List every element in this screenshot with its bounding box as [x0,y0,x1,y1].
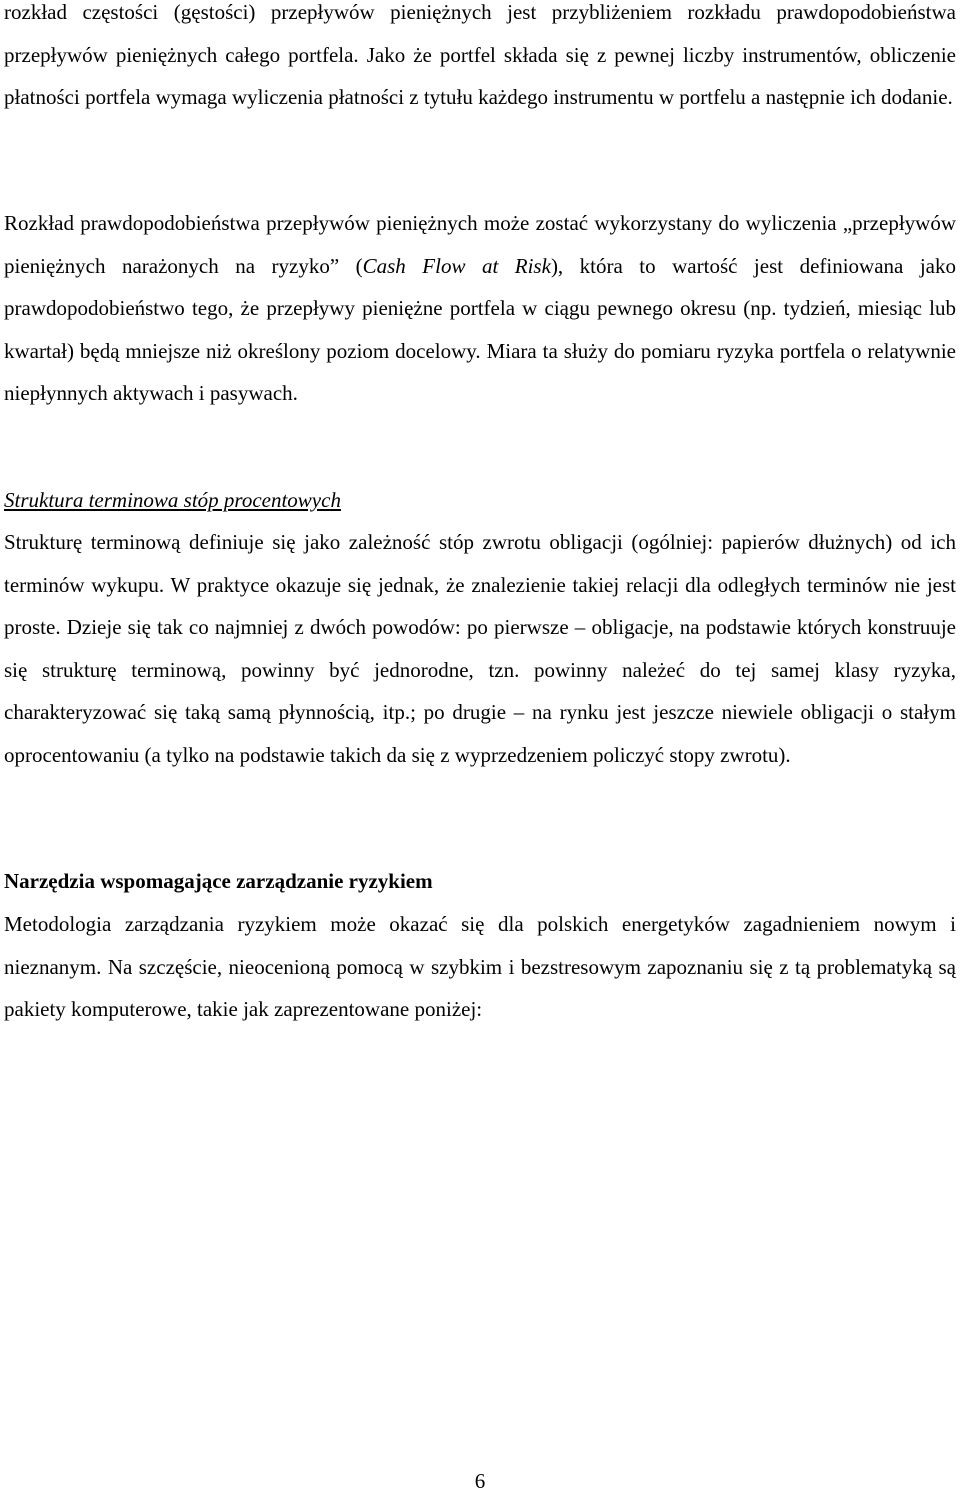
paragraph-cash-flow-at-risk-text-after: ), która to wartość jest definiowana jako prawdopodobieństwo tego, że przepływy pieniężne portfela w ciągu pewnego okresu (np. tydzień, miesiąc lub kwartał) będą mniejsze niż określony poziom docelowy. Miara ta służy do pomiaru ryzyka portfela o relatywnie niepłynnych aktywach i pasywach. [4,253,956,406]
paragraph-cash-flow-at-risk-text-before: Rozkład prawdopodobieństwa przepływów pieniężnych może zostać wykorzystany do wyliczenia „przepływów pieniężnych narażonych na ryzyko” ( [4,211,956,278]
cash-flow-at-risk-term: Cash Flow at Risk [362,253,551,278]
paragraph-cash-flow-at-risk [4,202,956,415]
paragraph-risk-tools: Metodologia zarządzania ryzykiem może okazać się dla polskich energetyków zagadnieniem nowym i nieznanym. Na szczęście, nieocenioną pomocą w szybkim i bezstresowym zapoznaniu się z tą problematyką są pakiety komputerowe, takie jak zaprezentowane poniżej: [4,912,956,1022]
paragraph-cash-flow-distribution: rozkład częstości (gęstości) przepływów pieniężnych jest przybliżeniem rozkładu prawdopodobieństwa przepływów pieniężnych całego portfela. Jako że portfel składa się z pewnej liczby instrumentów, obliczenie płatności portfela wymaga wyliczenia płatności z tytułu każdego instrumentu w portfelu a następnie ich dodanie. [4,0,956,110]
section-heading-term-structure: Struktura terminowa stóp procentowych [4,488,341,512]
page-number: 6 [474,1469,486,1493]
section-heading-risk-tools: Narzędzia wspomagające zarządzanie ryzykiem [4,869,433,893]
paragraph-term-structure: Strukturę terminową definiuje się jako zależność stóp zwrotu obligacji (ogólniej: papierów dłużnych) od ich terminów wykupu. W praktyce okazuje się jednak, że znalezienie takiej relacji dla odległych terminów nie jest proste. Dzieje się tak co najmniej z dwóch powodów: po pierwsze – obligacje, na podstawie których konstruuje się strukturę terminową, powinny być jednorodne, tzn. powinny należeć do tej samej klasy ryzyka, charakteryzować się taką samą płynnością, itp.; po drugie – na rynku jest jeszcze niewiele obligacji o stałym oprocentowaniu (a tylko na podstawie takich da się z wyprzedzeniem policzyć stopy zwrotu). [4,530,956,767]
